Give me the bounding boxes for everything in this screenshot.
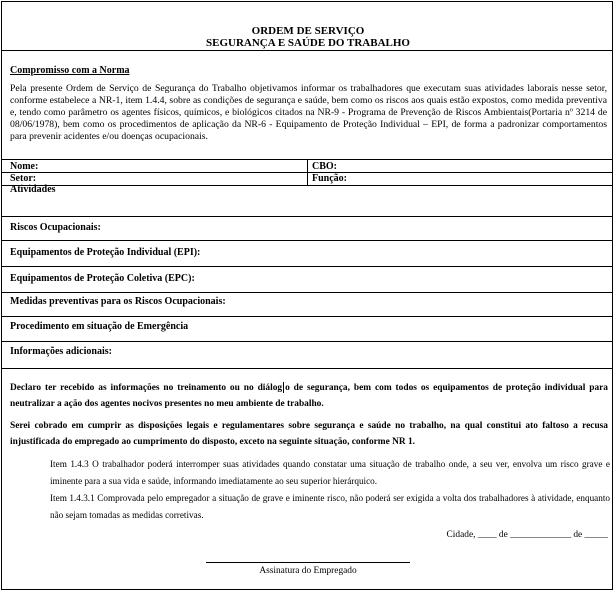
- divider: [1, 316, 613, 317]
- field-nome[interactable]: Nome:: [10, 161, 39, 172]
- signature-line[interactable]: [206, 562, 410, 563]
- intro-paragraph: Pela presente Ordem de Serviço de Segurança do Trabalho objetivamos informar os trabalhadores que executam suas atividades laborais nesse setor, conforme estabelece a NR-1, item 1.4.4, sobre as condições de segurança e saúde, bem como os riscos aos quais estão expostos, como medida preventiva e, tendo como parâmetro os agentes físicos, químicos, e biológicos citados na NR-9 - Programa de Prevenção de Riscos Ambientais(Portaria nº 3214 de 08/06/1978), bem como os procedimentos de aplicação da NR-6 - Equipamento de Proteção Individual – EPI, de forma a padronizar comportamentos para prevenir acidentes e/ou doenças ocupacionais.: [10, 83, 607, 142]
- declaration-text-end: o de segurança, bem com todos os equipamentos de proteção individual para neutralizar a ação dos agentes nocivos presentes no meu ambiente de trabalho.: [10, 383, 608, 409]
- field-riscos-ocupacionais[interactable]: Riscos Ocupacionais:: [10, 222, 101, 233]
- divider: [1, 368, 613, 369]
- field-funcao[interactable]: Função:: [312, 173, 347, 184]
- field-atividades[interactable]: Atividades: [10, 184, 56, 195]
- divider: [1, 185, 613, 186]
- document-title: ORDEM DE SERVIÇO: [251, 25, 365, 37]
- item-1-4-3: Item 1.4.3 O trabalhador poderá interromper suas atividades quando constatar uma situação de trabalho onde, a seu ver, envolva um risco grave e iminente para a sua vida e saúde, informando imediatamente ao seu superior hierárquico.: [50, 459, 610, 486]
- document-subtitle: SEGURANÇA E SAÚDE DO TRABALHO: [206, 37, 410, 49]
- divider: [1, 50, 613, 51]
- obligation-paragraph: Serei cobrado em cumprir as disposições legais e regulamentares sobre segurança e saúde no trabalho, na qual constitui ato faltoso a recusa injustificada do empregado ao cumprimento do disposto, exceto na seguinte situação, conforme NR 1.: [10, 421, 608, 447]
- field-epi[interactable]: Equipamentos de Proteção Individual (EPI):: [10, 247, 201, 258]
- column-divider: [307, 159, 308, 185]
- field-medidas-preventivas[interactable]: Medidas preventivas para os Riscos Ocupacionais:: [10, 296, 226, 307]
- divider: [1, 266, 613, 267]
- item-1-4-3-1: Item 1.4.3.1 Comprovada pelo empregador a situação de grave e iminente risco, não poderá ser exigida a volta dos trabalhadores à atividade, enquanto não sejam tomadas as medidas corretivas.: [50, 493, 610, 520]
- field-procedimento-emergencia[interactable]: Procedimento em situação de Emergência: [10, 321, 189, 332]
- divider: [1, 292, 613, 293]
- field-epc[interactable]: Equipamentos de Proteção Coletiva (EPC):: [10, 273, 195, 284]
- declaration-paragraph: [10, 381, 608, 412]
- signature-label: Assinatura do Empregado: [259, 566, 357, 576]
- date-line[interactable]: Cidade, ____ de _____________ de _____: [446, 530, 608, 540]
- section-heading: Compromisso com a Norma: [10, 65, 130, 76]
- field-setor[interactable]: Setor:: [10, 173, 37, 184]
- declaration-text-start: Declaro ter recebido as informações no treinamento ou no diálog: [10, 383, 283, 393]
- field-informacoes-adicionais[interactable]: Informações adicionais:: [10, 346, 112, 357]
- divider: [1, 341, 613, 342]
- field-cbo[interactable]: CBO:: [312, 161, 337, 172]
- divider: [1, 216, 613, 217]
- divider: [1, 240, 613, 241]
- text-cursor: [283, 382, 284, 393]
